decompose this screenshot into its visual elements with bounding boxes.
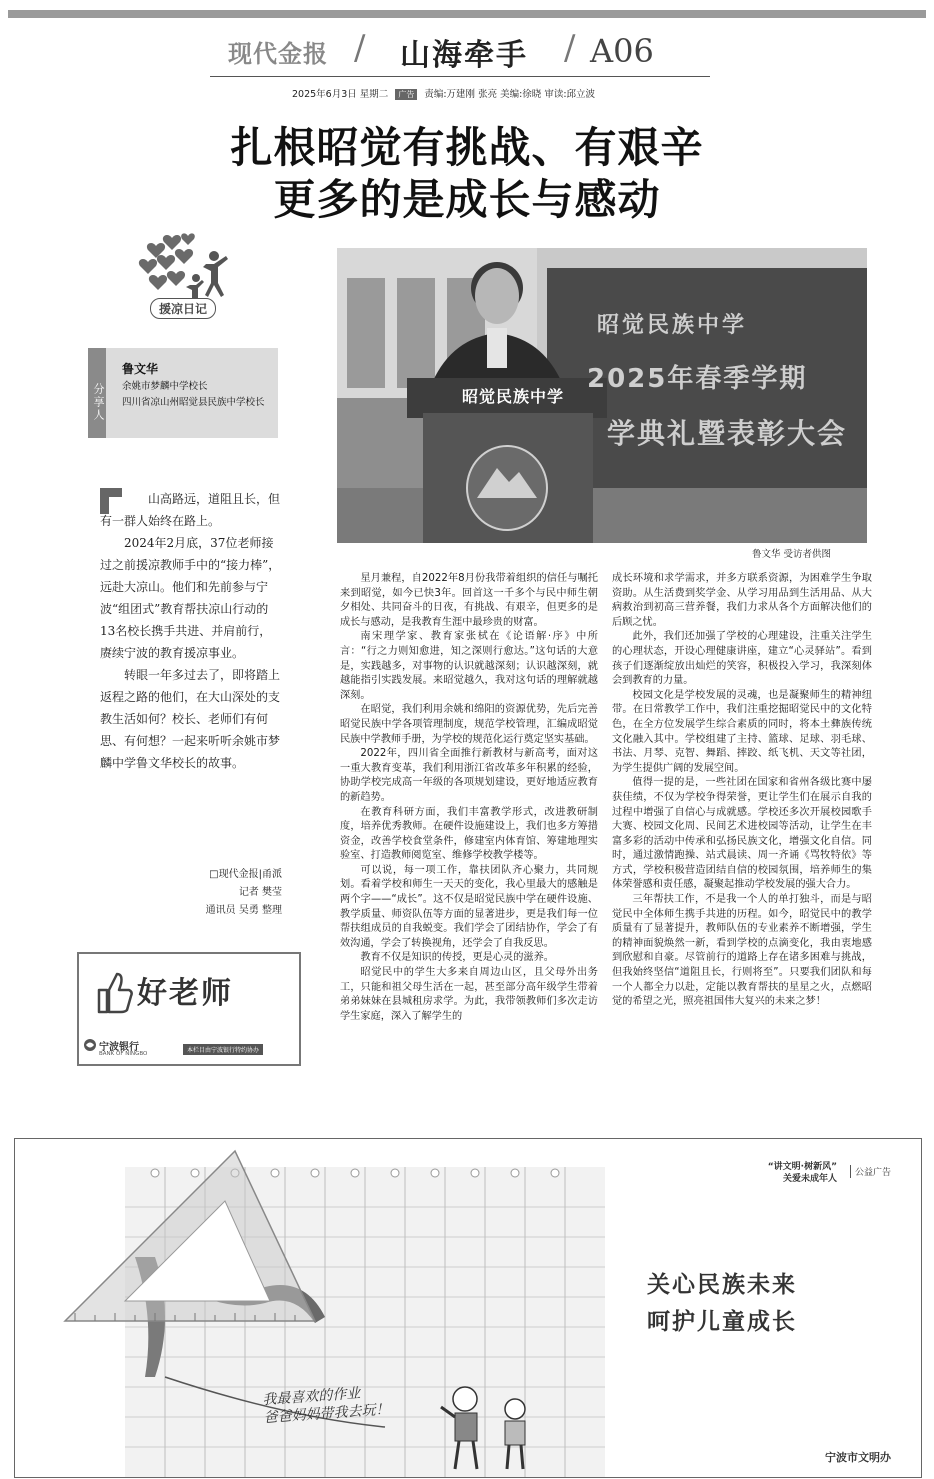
handwritten-line-2: 爸爸妈妈带我去玩！ xyxy=(263,1401,391,1427)
issue-date: 2025年6月3日 星期二 xyxy=(292,89,389,100)
credit-line-2: 记者 樊莹 xyxy=(238,887,282,898)
good-teacher-box xyxy=(77,952,301,1066)
ad-organization: 宁波市文明办 xyxy=(825,1451,891,1464)
masthead xyxy=(0,26,934,76)
credit-line-1: □现代金报|甬派 xyxy=(209,869,282,880)
ad-campaign-tag: “讲文明·树新风” xyxy=(767,1162,837,1172)
article-paragraph: 三年帮扶工作，不是我一个人的单打独斗，而是与昭觉民中全体师生携手共进的历程。如今，昭觉民中的教学质量有了显著提升，教师队伍的专业素养不断增强，学生的精神面貌焕然一新，看到学校的点滴变化，我由衷地感到欣慰和自豪。尽管前行的道路上存在诸多困难与挑战，但我始终坚信“道阻且长，行则将至”。只要我们团队和每一个人都全力以赴，定能以教育帮扶的星星之火，点燃昭觉的希望之光，照亮祖国伟大复兴的未来之梦！ xyxy=(612,894,872,1008)
sharer-name: 鲁文华 xyxy=(122,362,159,376)
article-paragraph: 可以说，每一项工作，靠扶团队齐心聚力，共同规划。看着学校和师生一天天的变化，我心里最大的感触是两个字——“成长”。这不仅是昭觉民族中学在硬件设施、教学质量、师资队伍等方面的显著进步，更是我们每一位帮扶组成员的自我蜕变。我们学会了团结协作，学会了有效沟通，学会了转换视角，还学会了自我反思。 xyxy=(340,864,598,949)
bank-name-en: BANK OF NINGBO xyxy=(99,1051,148,1057)
sponsor-note: 本栏目由宁波银行特约协办 xyxy=(183,1044,263,1055)
ad-type-label: 公益广告 xyxy=(850,1165,891,1178)
article-paragraph: 星月兼程，自2022年8月份我带着组织的信任与嘱托来到昭觉，如今已快3年。回首这一千多个与民中师生朝夕相处、共同奋斗的日夜，有挑战、有艰辛，但更多的是成长与感动，是我教育生涯中最珍贵的财富。 xyxy=(340,573,598,628)
bank-logo-icon xyxy=(83,1038,97,1052)
article-paragraph: 此外，我们还加强了学校的心理建设，注重关注学生的心理状态，开设心理健康讲座，建立“心灵驿站”。看到孩子们逐渐绽放出灿烂的笑容，积极投入学习，我深刻体会到教育的力量。 xyxy=(612,631,872,687)
sharer-role-1: 余姚市梦麟中学校长 xyxy=(122,381,208,392)
sharer-tag: 分享人 xyxy=(88,348,106,438)
masthead-page-number: A06 xyxy=(590,32,654,70)
top-rule xyxy=(8,10,926,18)
article-paragraph: 校园文化是学校发展的灵魂，也是凝聚师生的精神纽带。在日常教学工作中，我们注重挖掘昭觉民中的文化特色，在全方位发展学生综合素质的同时，将本土彝族传统文化融入其中。学校组建了主持、篮球、足球、羽毛球、书法、月琴、克智、舞蹈、摔跤、纸飞机、天文等社团，为学生提供广阔的发展空间。 xyxy=(612,689,872,774)
masthead-divider: / xyxy=(354,28,366,68)
column-logo-label: 援凉日记 xyxy=(150,298,216,319)
thumbs-up-icon xyxy=(95,968,135,1016)
podium-text: 昭觉民族中学 xyxy=(461,387,564,406)
article-paragraph: 2022年，四川省全面推行新教材与新高考，面对这一重大教育变革，我们利用浙江省改革多年积累的经验，协助学校完成高一年级的各项规划建设，更好地适应教育的新趋势。 xyxy=(340,748,598,803)
bank-name: 宁波银行 xyxy=(99,1042,139,1053)
article-paragraph: 昭觉民中的学生大多来自周边山区，且父母外出务工，只能和祖父母生活在一起，甚至部分高年级学生带着弟弟妹妹在县城租房求学。为此，我带领教师们多次走访学生家庭，深入了解学生的 xyxy=(340,967,598,1022)
credit-line-3: 通讯员 吴勇 整理 xyxy=(205,905,282,916)
banner-line-1: 昭觉民族中学 xyxy=(597,313,748,338)
intro-paragraph: 2024年2月底，37位老师接过之前援凉教师手中的“接力棒”，远赴大凉山。他们和先前参与宁波“组团式”教育帮扶凉山行动的13名校长携手共进、并肩前行，赓续宁波的教育援凉事业。 xyxy=(100,536,281,660)
masthead-divider: / xyxy=(564,28,576,68)
article-paragraph: 值得一提的是，一些社团在国家和省州各级比赛中屡获佳绩，不仅为学校争得荣誉，更让学生们在展示自我的过程中增强了自信心与成就感。学校还多次开展校园歌手大赛、校园文化周、民间艺术进校园等活动，让学生在丰富多彩的活动中传承和弘扬民族文化，增强文化自信。同时，通过激情跑操、站式晨读、周一齐诵《骂牧特依》等方式，学校积极营造团结自信的校园氛围，培养师生的集体荣誉感和责任感，凝聚起推动学校发展的强大合力。 xyxy=(612,777,872,891)
article-paragraph: 在教育科研方面，我们丰富教学形式，改进教研制度，培养优秀教师。在硬件设施建设上，我们也多方筹措资金，改善学校食堂条件，修建室内体育馆、筹建地理实验室、打造教师阅览室、维修学校教学楼等。 xyxy=(340,806,598,862)
handwritten-line-1: 我最喜欢的作业 xyxy=(261,1385,361,1409)
article-paragraph: 南宋理学家、教育家张栻在《论语解·序》中所言：“行之力则知愈进，知之深则行愈达。”这句话的大意是，实践越多，对事物的认识就越深刻；认识越深刻，就越能指引实践发展。来昭觉越久，我对这句话的理解就越深刻。 xyxy=(340,631,598,701)
article-paragraph: 教育不仅是知识的传授，更是心灵的滋养。 xyxy=(360,952,554,964)
photo-caption: 鲁文华 受访者供图 xyxy=(752,549,832,560)
ad-slogan-line-2: 呵护儿童成长 xyxy=(647,1309,797,1335)
news-photo xyxy=(337,248,867,543)
banner-line-2: 2025年春季学期 xyxy=(587,364,808,394)
ad-slogan-line-1: 关心民族未来 xyxy=(647,1272,797,1298)
headline-line-1: 扎根昭觉有挑战、有艰辛 xyxy=(230,123,704,172)
public-service-ad xyxy=(14,1138,922,1478)
ad-tag: 广告 xyxy=(395,89,417,100)
ad-slogan xyxy=(647,1267,797,1341)
article-paragraph: 在昭觉，我们利用余姚和绵阳的资源优势，先后完善昭觉民族中学各项管理制度，规范学校管理，汇编成昭觉民族中学教师手册，为学校的规范化运行奠定坚实基础。 xyxy=(340,704,598,745)
good-teacher-title: 好老师 xyxy=(137,976,233,1011)
dateline xyxy=(292,86,595,100)
headline-line-2: 更多的是成长与感动 xyxy=(273,175,661,224)
ad-campaign-subtag: 关爱未成年人 xyxy=(782,1174,837,1184)
masthead-column: 山海牵手 xyxy=(400,38,528,73)
banner-line-3: 学典礼暨表彰大会 xyxy=(607,417,848,450)
sharer-box xyxy=(88,348,278,438)
intro-section xyxy=(100,488,282,774)
masthead-rule xyxy=(210,76,710,77)
sharer-role-2: 四川省凉山州昭觉县民族中学校长 xyxy=(122,397,265,408)
editor-credits: 责编:万建刚 张亮 美编:徐晓 审读:邱立波 xyxy=(424,89,596,100)
quote-bracket-icon xyxy=(100,488,122,514)
masthead-paper-name: 现代金报 xyxy=(228,39,328,68)
intro-paragraph: 山高路远，道阻且长，但有一群人始终在路上。 xyxy=(100,492,281,528)
children-kite-icon xyxy=(435,1377,555,1477)
headline xyxy=(0,122,934,226)
article-column-2 xyxy=(612,572,872,1010)
article-column-1 xyxy=(340,572,598,1024)
intro-paragraph: 转眼一年多过去了，即将踏上返程之路的他们，在大山深处的支教生活如何？校长、老师们有何思、有何想？一起来听听余姚市梦麟中学鲁文华校长的故事。 xyxy=(100,668,281,770)
article-paragraph: 成长环境和求学需求，并多方联系资源，为困难学生争取资助。从生活费到奖学金、从学习用品到生活用品、从大病救治到初高三营养餐，我们力求从各个方面解决他们的后顾之忧。 xyxy=(612,573,872,628)
set-square-ruler-icon xyxy=(55,1145,325,1331)
